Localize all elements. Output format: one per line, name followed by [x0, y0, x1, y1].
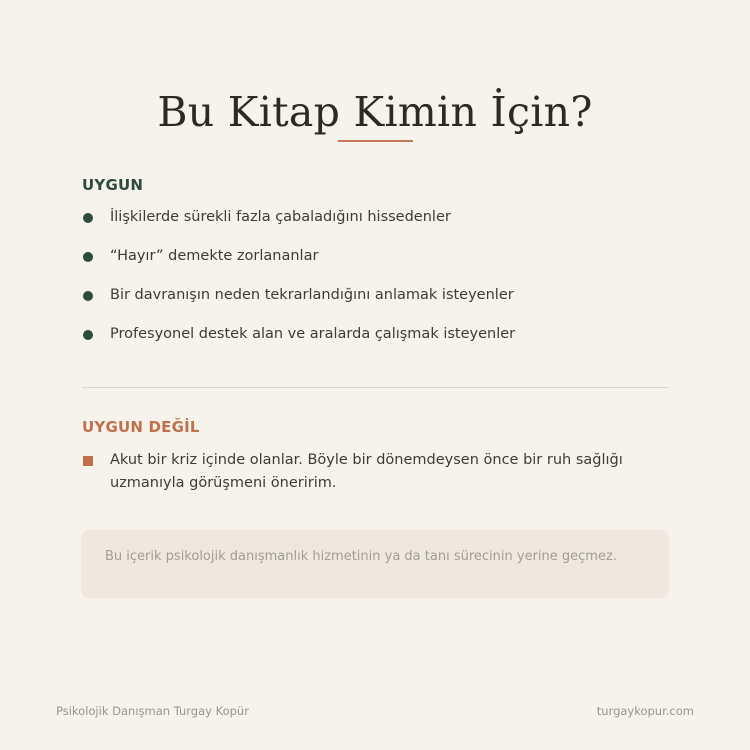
title-underline: [338, 140, 413, 142]
bullet-dot-icon: [83, 213, 93, 223]
list-item: [82, 324, 515, 363]
suitable-section-label: UYGUN: [82, 176, 144, 194]
footer-author: Psikolojik Danışman Turgay Kopür: [56, 704, 249, 718]
section-divider: [82, 387, 669, 388]
list-item: [82, 285, 515, 324]
list-item: [82, 207, 515, 246]
disclaimer-text: Bu içerik psikolojik danışmanlık hizmetinin ya da tanı sürecinin yerine geçmez.: [105, 549, 617, 564]
page-title: Bu Kitap Kimin İçin?: [157, 88, 593, 136]
list-item-text: Akut bir kriz içinde olanlar. Böyle bir dönemdeysen önce bir ruh sağlığı uzmanıyla görüşmeni öneririm.: [110, 452, 623, 491]
list-item-text: Bir davranışın neden tekrarlandığını anlamak isteyenler: [110, 287, 514, 303]
footer-website: turgaykopur.com: [596, 704, 694, 718]
not-suitable-list: [82, 450, 630, 495]
list-item: [82, 450, 630, 495]
bullet-dot-icon: [83, 291, 93, 301]
list-item-text: “Hayır” demekte zorlananlar: [110, 248, 319, 264]
disclaimer-note: [81, 530, 669, 598]
suitable-list: [82, 207, 515, 363]
list-item-text: İlişkilerde sürekli fazla çabaladığını hissedenler: [110, 209, 451, 225]
bullet-dot-icon: [83, 252, 93, 262]
not-suitable-section-label: UYGUN DEĞİL: [82, 418, 200, 436]
bullet-dot-icon: [83, 330, 93, 340]
list-item-text: Profesyonel destek alan ve aralarda çalışmak isteyenler: [110, 326, 516, 342]
list-item: [82, 246, 515, 285]
bullet-square-icon: [83, 456, 93, 466]
